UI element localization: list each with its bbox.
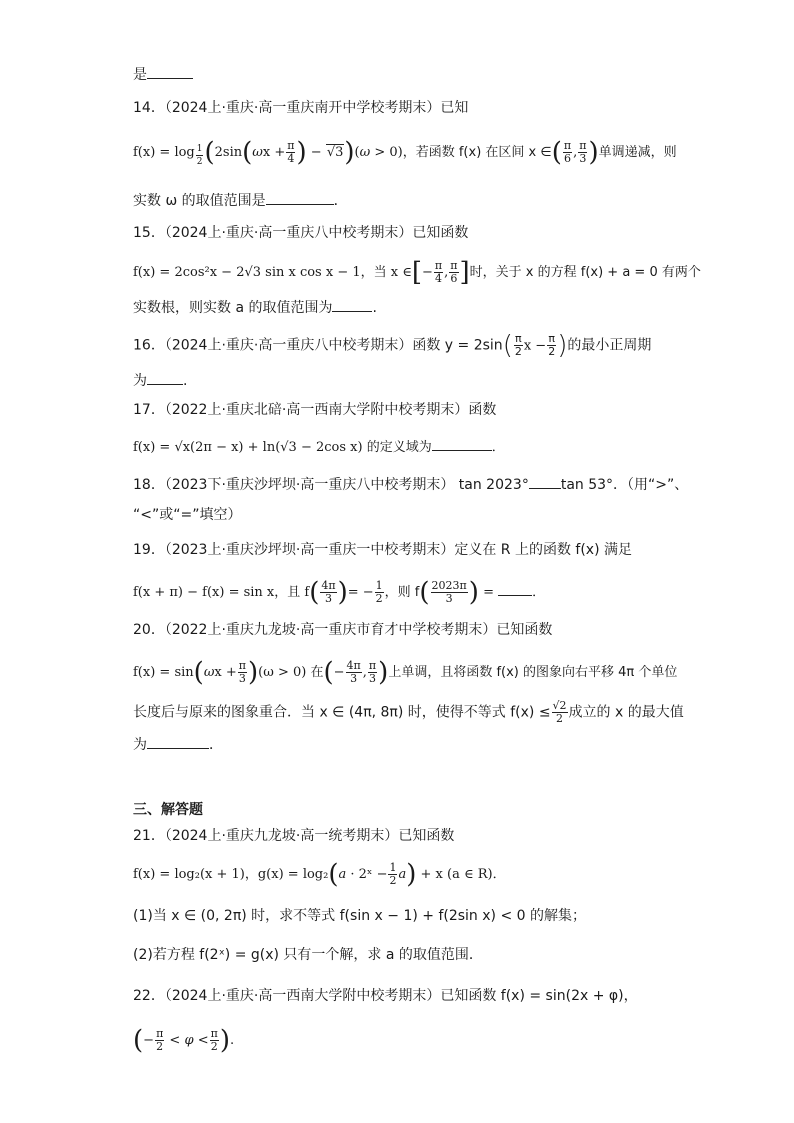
q22-cond-end: . — [230, 1033, 235, 1048]
q16-end: . — [183, 373, 188, 389]
q20-line3: 长度后与原来的图象重合．当 x ∈ (4π, 8π) 时，使得不等式 f(x) ≤ $\frac{√2}{2}$ 成立的 x 的最大值 — [133, 699, 684, 725]
q21-expr: f(x) = log₂(x + 1)，g(x) = log₂ — [133, 867, 329, 882]
q16-head-text: 16．（2024上·重庆·高一重庆八中校考期末）函数 y = 2sin — [133, 337, 503, 354]
q18-header — [133, 474, 688, 495]
q21-head-text: 21．（2024上·重庆九龙坡·高一统考期末）已知函数 — [133, 828, 455, 844]
q15-formula: f(x) = 2cos²x − 2√3 sin x cos x − 1，当 x ∈[− $\frac{\pi}{4}$ , $\frac{\pi}{6}$ ]时，关于 x 的方程 f(x) + a = 0 有两个 — [133, 257, 701, 288]
q16-tail-text: 的最小正周期 — [567, 337, 652, 354]
q14-header — [133, 98, 468, 118]
q19-end: ． — [532, 585, 546, 600]
q18-head-text: 18．（2023下·重庆沙坪坝·高一重庆八中校考期末） tan 2023° — [133, 477, 529, 493]
q16-line2 — [133, 370, 187, 391]
q15-line3 — [133, 297, 377, 318]
q21-header — [133, 826, 454, 846]
q14-head-text: 14．（2024上·重庆·高一重庆南开中学校考期末）已知 — [133, 100, 469, 116]
q15-line3-text: 实数根，则实数 a 的取值范围为 — [133, 300, 333, 316]
q20-line4-text: 为 — [133, 737, 147, 753]
q19-expr3: ，则 f — [384, 585, 420, 600]
q21-part2-text: (2)若方程 f(2ˣ) = g(x) 只有一个解，求 a 的取值范围． — [133, 947, 483, 963]
q14-line3 — [133, 190, 348, 211]
q20-line4 — [133, 734, 223, 755]
q21-formula: f(x) = log₂(x + 1)，g(x) = log₂(a · 2ˣ − $\frac{1}{2}$ a) + x (a ∈ R)． — [133, 859, 506, 890]
q20-tail-text: 上单调，且将函数 f(x) 的图象向右平移 4π 个单位 — [388, 665, 678, 680]
prev-tail-text: 是 — [133, 67, 147, 83]
q19-expr4: = — [483, 585, 494, 600]
q19-expr2: = − — [347, 585, 374, 600]
answer-blank[interactable] — [147, 734, 209, 749]
q15-head-text: 15．（2024上·重庆·高一重庆八中校考期末）已知函数 — [133, 225, 469, 241]
prev-question-tail — [133, 64, 193, 85]
q17-head-text: 17．（2022上·重庆北碚·高一西南大学附中校考期末）函数 — [133, 402, 497, 418]
q19-formula: f(x + π) − f(x) = sin x，且 f( $\frac{4\pi}{3}$ )= − $\frac{1}{2}$ ，则 f( $\frac{2023\pi}{3}$ ) = ． — [133, 577, 546, 608]
q20-line3b-text: 成立的 x 的最大值 — [568, 704, 684, 721]
q17-header — [133, 400, 496, 420]
q21-part1-text: (1)当 x ∈ (0, 2π) 时，求不等式 f(sin x − 1) + f(2sin x) < 0 的解集； — [133, 908, 586, 924]
answer-blank[interactable] — [498, 581, 532, 596]
answer-blank[interactable] — [332, 297, 372, 312]
answer-blank[interactable] — [529, 474, 561, 489]
q14-end: ． — [333, 193, 348, 209]
q17-expr: f(x) = √x(2π − x) + ln(√3 − 2cos x) 的定义域为 — [133, 440, 432, 455]
q21-expr-tail: + x (a ∈ R)． — [420, 867, 506, 882]
q20-header — [133, 620, 552, 640]
q14-line3-text: 实数 ω 的取值范围是 — [133, 193, 266, 209]
q19-expr1: f(x + π) − f(x) = sin x，且 f — [133, 585, 310, 600]
answer-blank[interactable] — [147, 370, 183, 385]
answer-blank[interactable] — [266, 190, 334, 205]
section-title-text: 三、解答题 — [133, 802, 203, 818]
q16-header: 16．（2024上·重庆·高一重庆八中校考期末）函数 y = 2sin( $\frac{\pi}{2}$ x − $\frac{\pi}{2}$ )的最小正周期 — [133, 330, 652, 361]
q21-part2 — [133, 945, 483, 965]
q20-expr: f(x) = sin — [133, 665, 194, 680]
q17-formula — [133, 436, 505, 458]
q18-line2-text: “<”或“=”填空） — [133, 507, 242, 523]
q14-f-prefix: f(x) = log — [133, 145, 195, 160]
q17-end: ． — [491, 440, 505, 455]
section-title — [133, 800, 203, 820]
q21-part1 — [133, 906, 586, 926]
q22-header — [133, 986, 638, 1006]
q20-head-text: 20．（2022上·重庆九龙坡·高一重庆市育才中学校考期末）已知函数 — [133, 622, 553, 638]
q20-line3-text: 长度后与原来的图象重合．当 x ∈ (4π, 8π) 时，使得不等式 f(x) ≤ — [133, 704, 551, 721]
q14-formula: f(x) = log $\frac{1}{2}$ (2sin(ωx + $\frac{\pi}{4}$ ) − √3)(ω > 0)，若函数 f(x) 在区间 x ∈( $\frac{\pi}{6}$ , $\frac{\pi}{3}$ )单调递减，则 — [133, 137, 677, 168]
q22-condition: (− $\frac{\pi}{2}$ < φ < $\frac{\pi}{2}$ ). — [133, 1025, 235, 1056]
q18-line2 — [133, 505, 241, 525]
q19-header — [133, 540, 632, 560]
answer-blank[interactable] — [432, 436, 492, 451]
q18-mid-text: tan 53°．（用“>”、 — [560, 477, 689, 493]
q14-mid-text: ，若函数 f(x) 在区间 x ∈ — [402, 145, 552, 160]
q15-tail-text: 时，关于 x 的方程 f(x) + a = 0 有两个 — [469, 265, 701, 280]
q19-head-text: 19．（2023上·重庆沙坪坝·高一重庆一中校考期末）定义在 R 上的函数 f(x) 满足 — [133, 542, 633, 558]
log-base-fraction: $\frac{1}{2}$ — [196, 144, 203, 167]
q22-head-text: 22．（2024上·重庆·高一西南大学附中校考期末）已知函数 f(x) = sin(2x + φ)， — [133, 988, 638, 1004]
q16-line2-text: 为 — [133, 373, 147, 389]
pi-over-4: $\frac{\pi}{4}$ — [287, 139, 295, 165]
answer-blank[interactable] — [147, 64, 193, 79]
q20-mid-text: (ω > 0) 在 — [258, 665, 324, 680]
q20-formula: f(x) = sin(ωx + $\frac{\pi}{3}$ )(ω > 0) 在(− $\frac{4\pi}{3}$ , $\frac{\pi}{3}$ )上单调，且将函数 f(x) 的图象向右平移 4π 个单位 — [133, 657, 678, 688]
q15-end: . — [372, 300, 377, 316]
q14-tail-text: 单调递减，则 — [598, 145, 677, 160]
q15-expr: f(x) = 2cos²x − 2√3 sin x cos x − 1，当 x ∈ — [133, 265, 412, 280]
q15-header — [133, 223, 468, 243]
q20-end: ． — [209, 737, 223, 753]
